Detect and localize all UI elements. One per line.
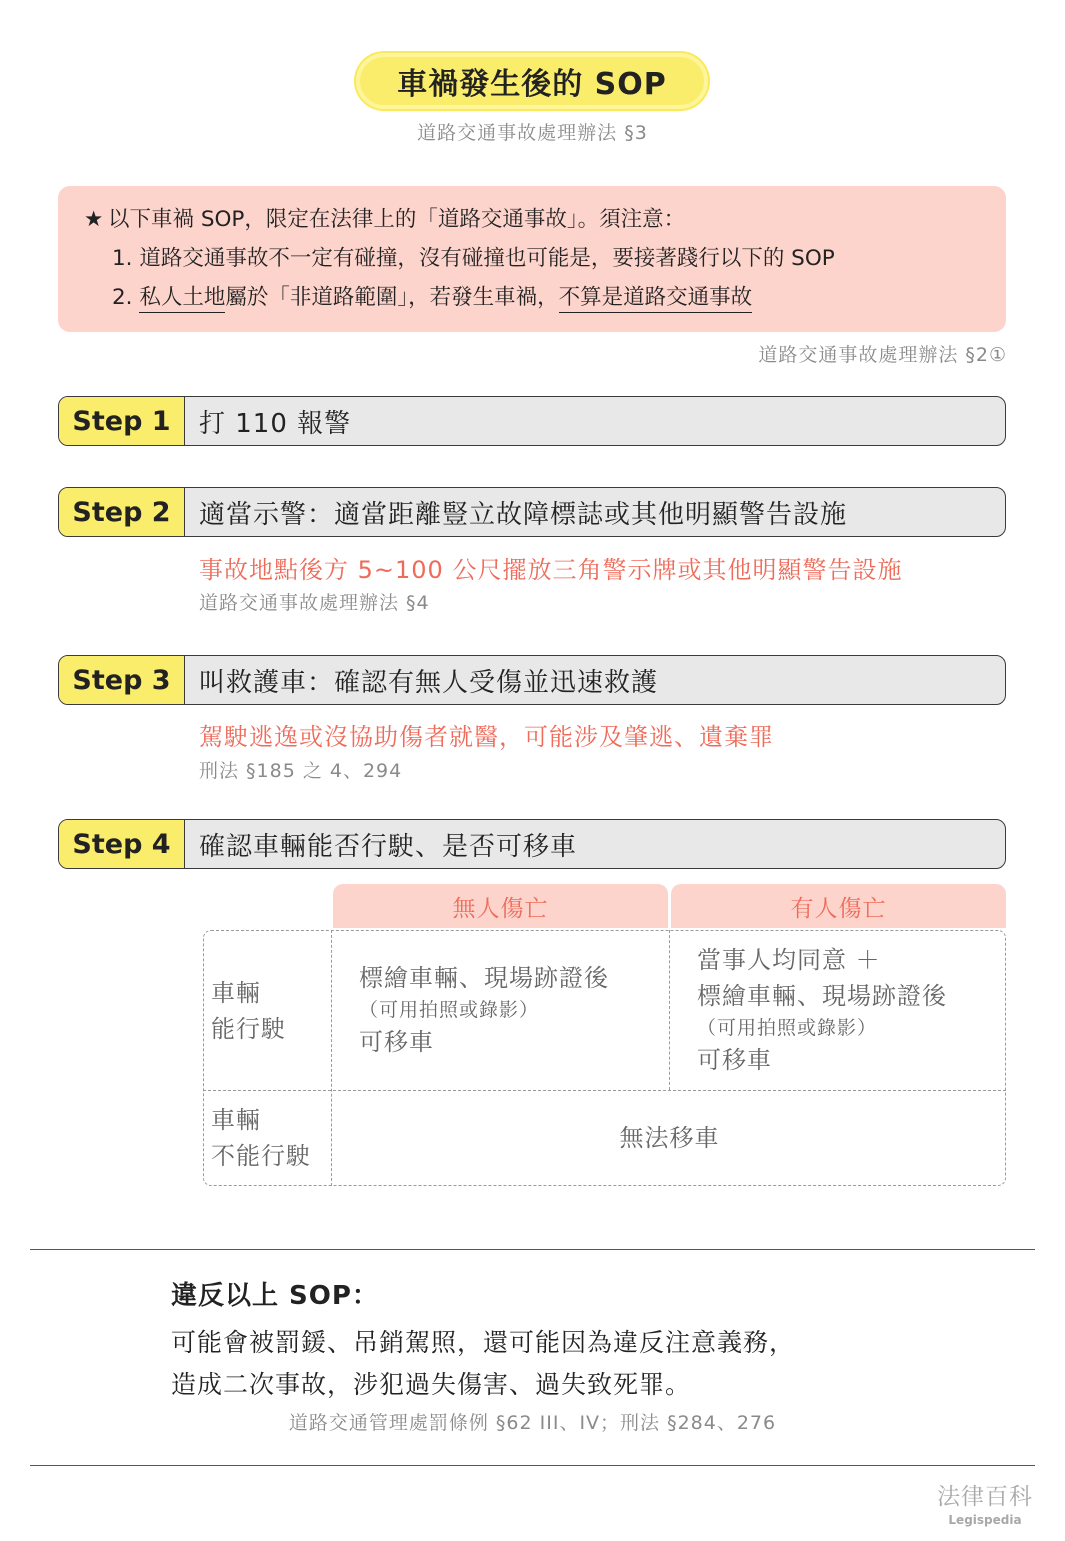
violation-reference: 道路交通管理處罰條例 §62 III、IV；刑法 §284、276 xyxy=(288,1412,777,1434)
violation-body: 可能會被罰鍰、吊銷駕照，還可能因為違反注意義務， 造成二次事故，涉犯過失傷害、過失致死罪。 xyxy=(171,1328,796,1399)
star-icon: ★ xyxy=(84,207,104,232)
cell-drivable-casualty: 當事人均同意 ＋ 標繪車輛、現場跡證後 （可用拍照或錄影） 可移車 xyxy=(697,946,947,1074)
step-1-tag: Step 1 xyxy=(59,397,185,445)
divider-line xyxy=(30,1465,1035,1466)
step-1-text: 打 110 報警 xyxy=(199,408,352,439)
brand-name-en: Legispedia xyxy=(948,1513,1022,1527)
not-traffic-accident-text: 不算是道路交通事故 xyxy=(559,285,753,313)
row-label-drivable: 車輛 能行駛 xyxy=(211,979,286,1043)
table-divider xyxy=(203,1090,1006,1091)
notice-box xyxy=(58,186,1006,332)
step-2-reference: 道路交通事故處理辦法 §4 xyxy=(199,592,430,614)
notice-item-2: 2. 私人土地屬於「非道路範圍」，若發生車禍，不算是道路交通事故 xyxy=(84,278,986,317)
step-3-tag: Step 3 xyxy=(59,656,185,704)
page-title: 車禍發生後的 SOP xyxy=(356,53,708,109)
table-header-no-casualty: 無人傷亡 xyxy=(333,884,668,928)
table-divider xyxy=(669,930,670,1090)
notice-intro: 以下車禍 SOP，限定在法律上的「道路交通事故」。須注意： xyxy=(108,207,686,232)
step-4-tag: Step 4 xyxy=(59,820,185,868)
step-2-text: 適當示警：適當距離豎立故障標誌或其他明顯警告設施 xyxy=(199,499,848,530)
notice-item-1: 1. 道路交通事故不一定有碰撞，沒有碰撞也可能是，要接著踐行以下的 SOP xyxy=(112,246,835,271)
cell-not-drivable: 無法移車 xyxy=(619,1124,720,1152)
step-3-bar xyxy=(58,655,1006,705)
step-1-bar xyxy=(58,396,1006,446)
violation-title: 違反以上 SOP： xyxy=(171,1281,379,1311)
brand-logo xyxy=(937,1478,1033,1527)
title-reference: 道路交通事故處理辦法 §3 xyxy=(417,122,648,144)
step-3-reference: 刑法 §185 之 4、294 xyxy=(199,760,403,782)
table-header-casualty: 有人傷亡 xyxy=(671,884,1006,928)
step-3-text: 叫救護車：確認有無人受傷並迅速救護 xyxy=(199,667,659,698)
notice-reference: 道路交通事故處理辦法 §2① xyxy=(758,344,1007,366)
step-2-warning: 事故地點後方 5~100 公尺擺放三角警示牌或其他明顯警告設施 xyxy=(199,556,903,584)
step-2-bar xyxy=(58,487,1006,537)
step-4-bar xyxy=(58,819,1006,869)
step-2-tag: Step 2 xyxy=(59,488,185,536)
row-label-not-drivable: 車輛 不能行駛 xyxy=(211,1106,311,1170)
brand-name: 法律百科 xyxy=(937,1484,1033,1510)
cell-drivable-no-casualty: 標繪車輛、現場跡證後 （可用拍照或錄影） 可移車 xyxy=(359,964,609,1056)
divider-line xyxy=(30,1249,1035,1250)
step-4-text: 確認車輛能否行駛、是否可移車 xyxy=(199,831,578,862)
private-land-text: 私人土地 xyxy=(139,285,225,313)
table-divider xyxy=(331,930,332,1186)
step-3-warning: 駕駛逃逸或沒協助傷者就醫，可能涉及肇逃、遺棄罪 xyxy=(199,723,774,751)
